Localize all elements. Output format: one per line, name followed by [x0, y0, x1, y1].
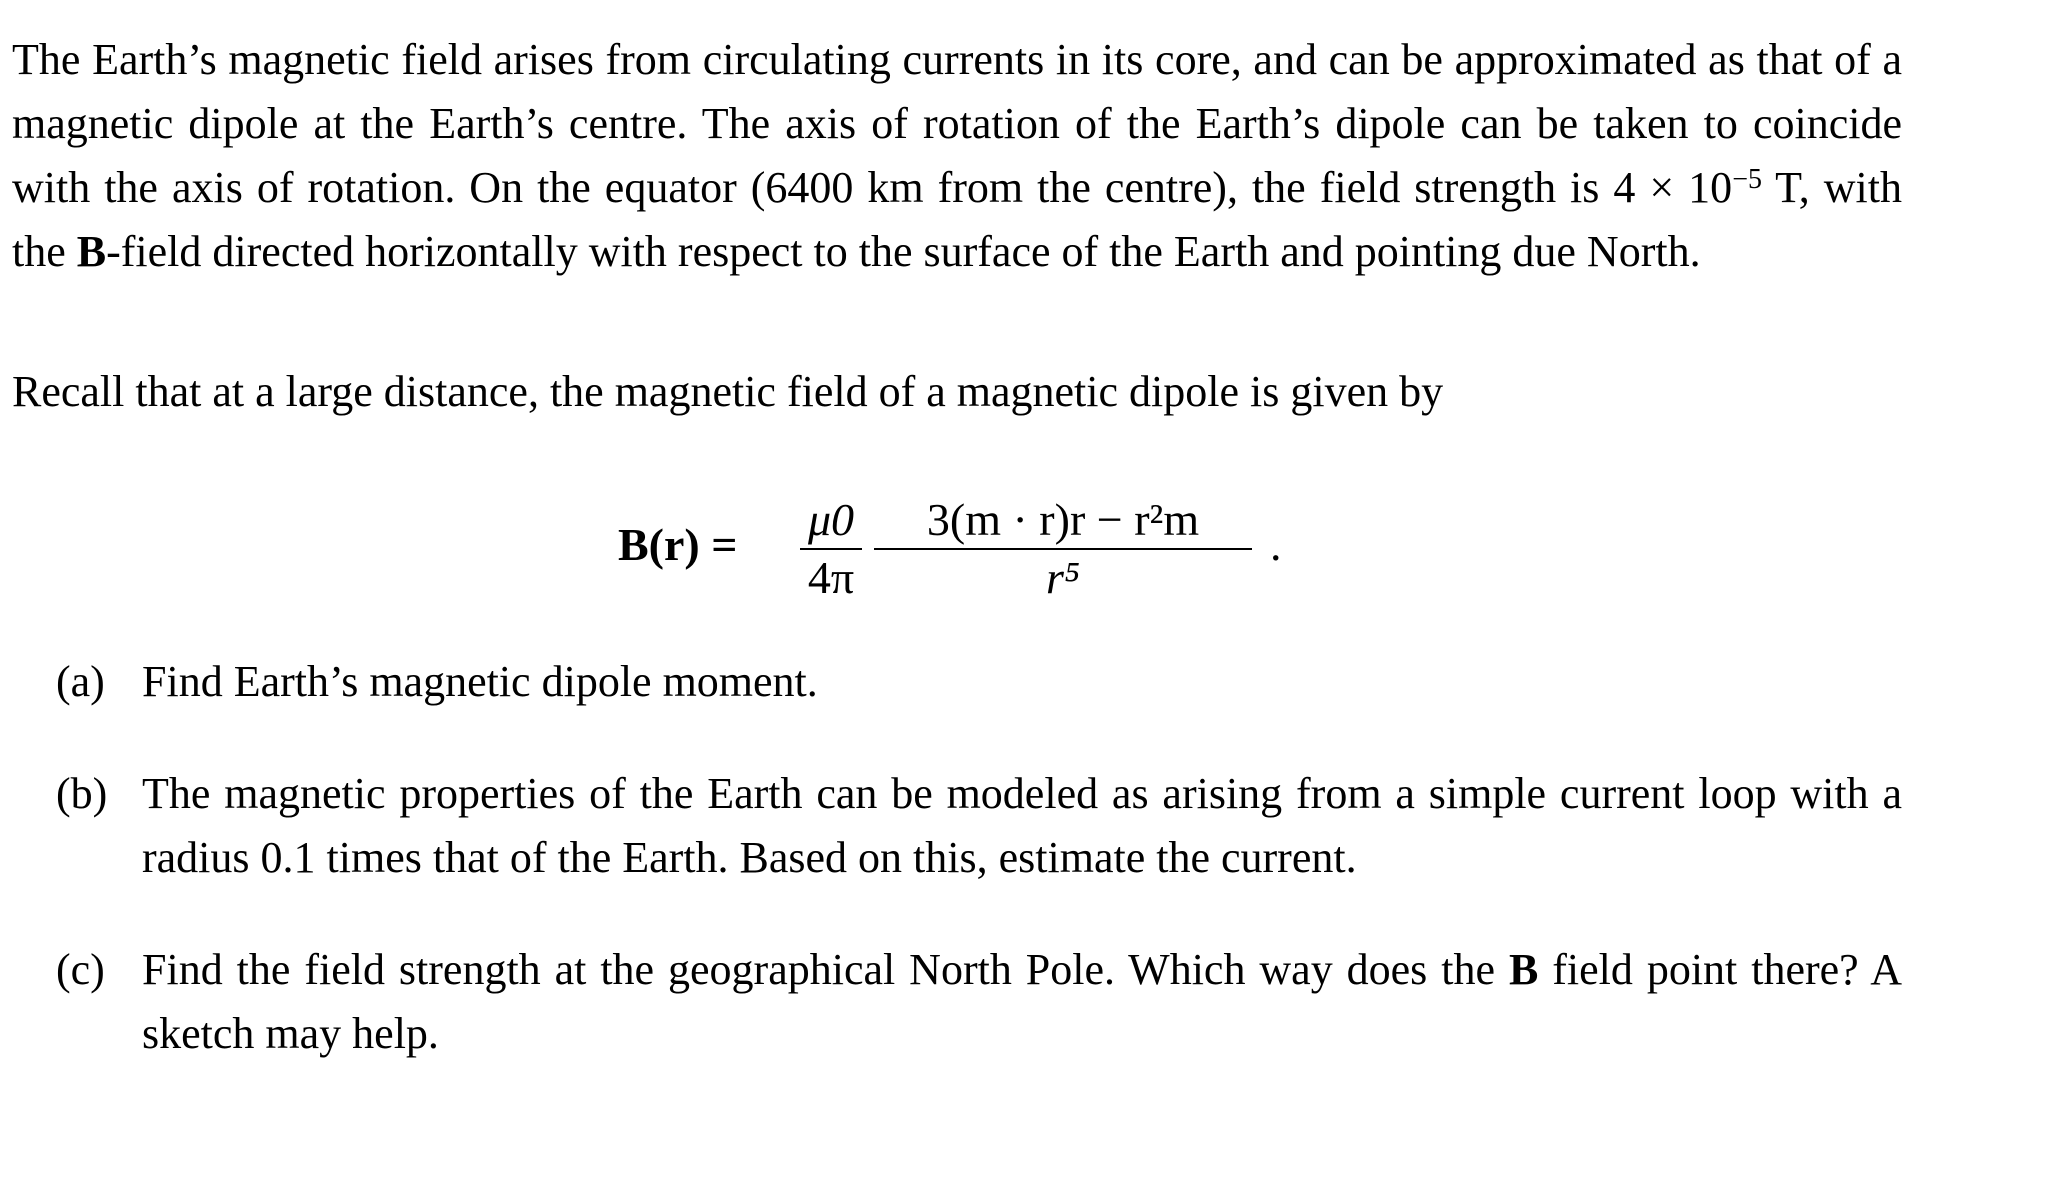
- question-text-a: Find Earth’s magnetic dipole moment.: [142, 657, 818, 706]
- equation-prefactor: [800, 492, 862, 606]
- intro-text-2: T, with the: [12, 163, 1903, 276]
- question-text-c-2: field point there? A sketch may help.: [142, 945, 1902, 1058]
- question-item-c: [56, 938, 1902, 1066]
- equation-numerator: 3(m · r)r − r²m: [926, 494, 1200, 545]
- dipole-field-equation: [618, 478, 1338, 638]
- question-text-c-bold-b: B: [1508, 945, 1539, 994]
- question-text-c: [142, 938, 1902, 1066]
- question-label-b: (b): [56, 769, 108, 818]
- recall-paragraph: Recall that at a large distance, the magnetic field of a magnetic dipole is given by: [12, 367, 1444, 416]
- question-label-c: (c): [56, 945, 105, 994]
- equation-main-fraction: [874, 492, 1252, 606]
- question-list: [56, 650, 1902, 1114]
- equation-period: .: [1270, 519, 1282, 570]
- equation-denominator: r⁵: [874, 548, 1252, 606]
- equation-prefactor-denominator: 4π: [800, 548, 862, 606]
- intro-paragraph: [12, 28, 1902, 348]
- question-label-a: (a): [56, 657, 105, 706]
- intro-text-1: The Earth’s magnetic field arises from circulating currents in its core, and can be approximated as that of a magnetic dipole at the Earth’s centre. The axis of rotation of the Earth’s dipole can be taken to coincide with the axis of rotation. On the equator (6400 km from the centre), the field strength is 4 × 10: [12, 35, 1902, 212]
- equation-prefactor-numerator: μ0: [807, 494, 855, 545]
- intro-text-3: -field directed horizontally with respect to the surface of the Earth and pointing due North.: [106, 227, 1701, 276]
- question-text-b: The magnetic properties of the Earth can be modeled as arising from a simple current loop with a radius 0.1 times that of the Earth. Based on this, estimate the current.: [142, 769, 1902, 882]
- question-item-b: [56, 762, 1902, 890]
- intro-exponent: −5: [1732, 164, 1762, 195]
- equation-lhs: B(r) =: [618, 519, 738, 570]
- question-item-a: [56, 650, 1902, 714]
- document-body: [12, 28, 1902, 424]
- question-text-c-1: Find the field strength at the geographical North Pole. Which way does the: [142, 945, 1509, 994]
- intro-bold-b: B: [76, 227, 107, 276]
